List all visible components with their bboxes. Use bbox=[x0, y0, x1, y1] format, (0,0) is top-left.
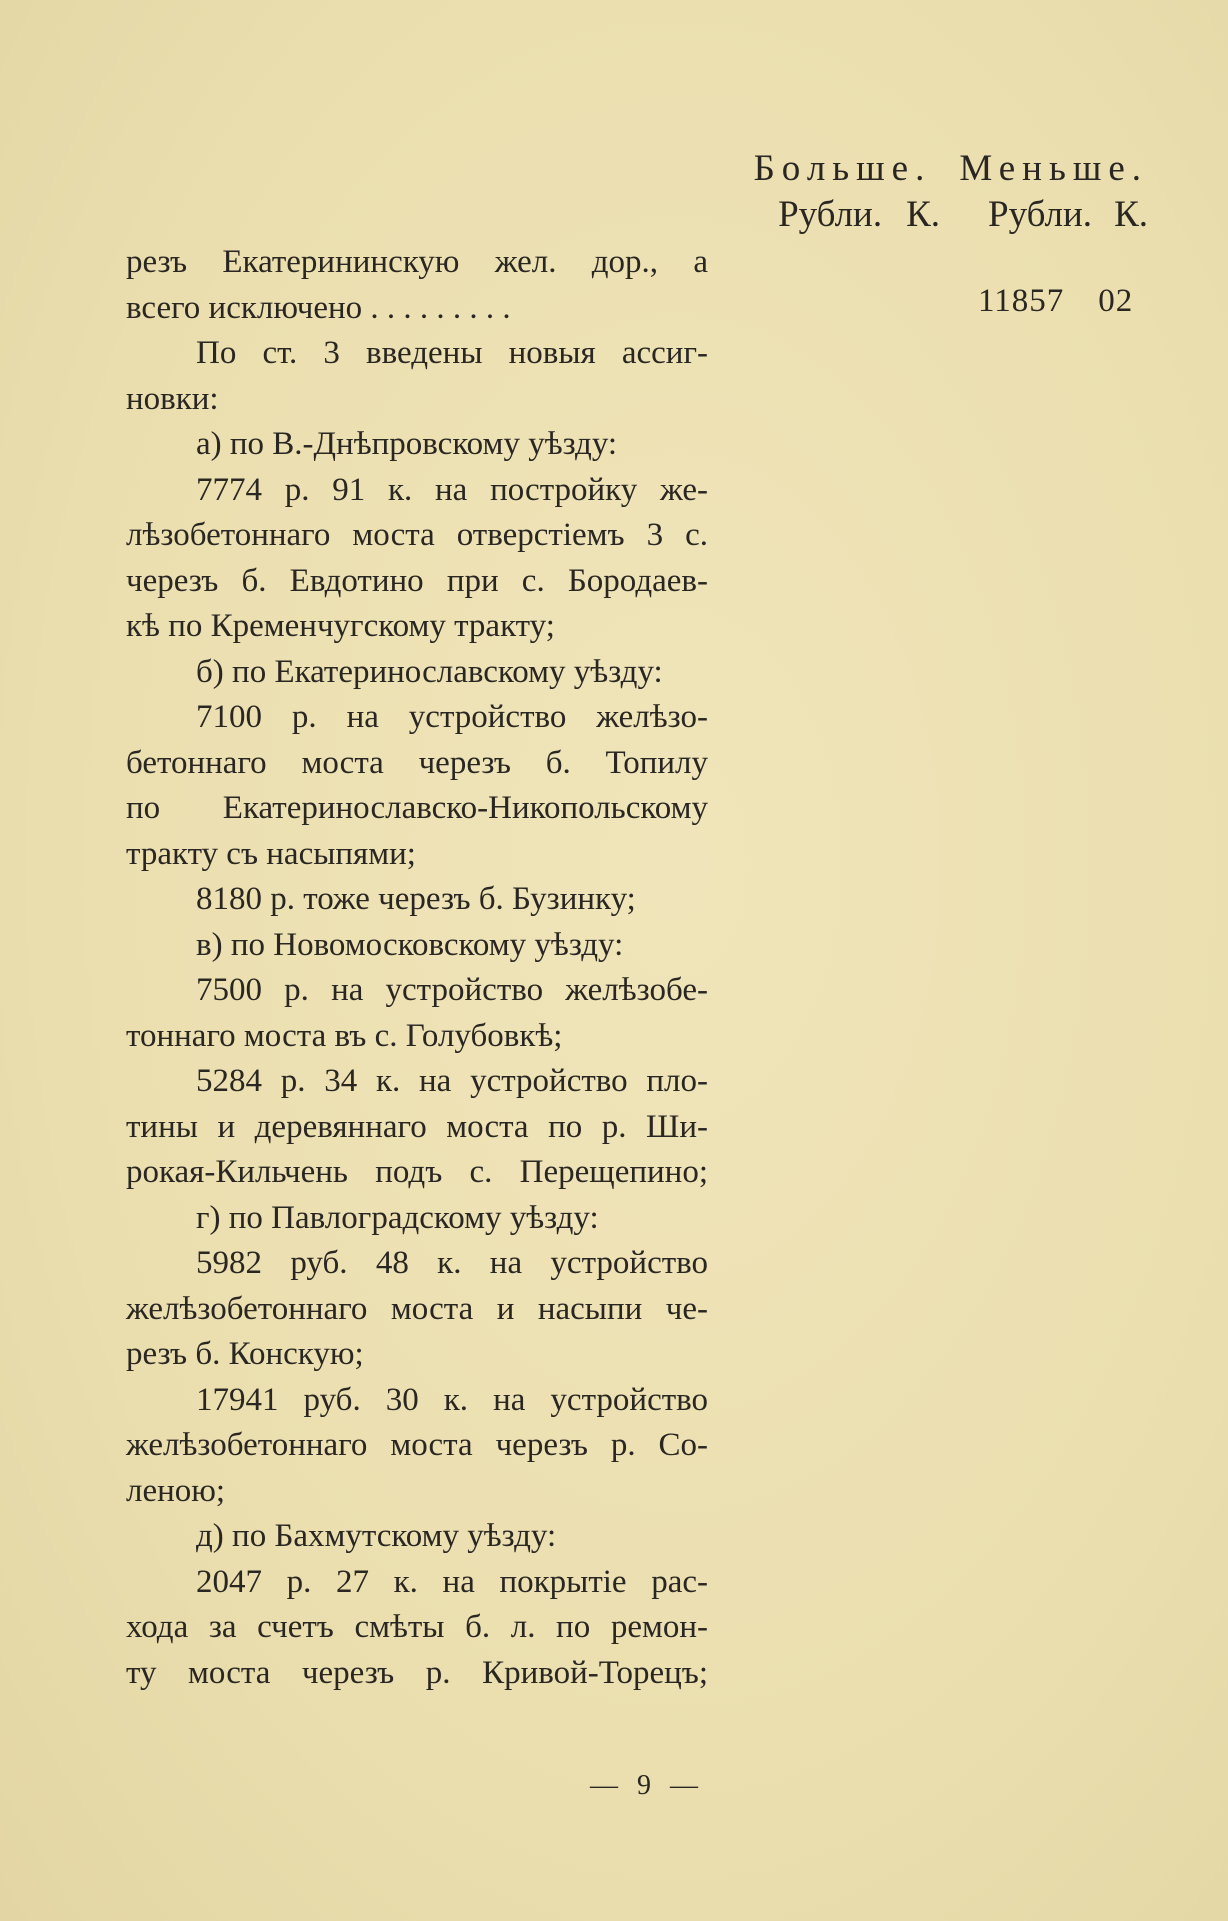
text-line: резъ Екатерининскую жел. дор., а bbox=[126, 244, 708, 280]
text-line: б) по Екатеринославскому уѣзду: bbox=[196, 653, 663, 690]
text-line: 7100 р. на устройство желѣзо- bbox=[196, 699, 708, 735]
text-line: рокая-Кильчень подъ с. Перещепино; bbox=[126, 1154, 708, 1190]
text-line: желѣзобетоннаго моста черезъ р. Со- bbox=[126, 1427, 708, 1463]
text-line: новки: bbox=[126, 380, 219, 417]
more-column-header: Больше. bbox=[753, 148, 932, 189]
text-line: резъ б. Конскую; bbox=[126, 1336, 364, 1372]
rubles-subheader-less: Рубли. bbox=[988, 194, 1093, 235]
kopecks-subheader-more: К. bbox=[906, 194, 941, 235]
text-line: в) по Новомосковскому уѣзду: bbox=[196, 926, 624, 963]
text-line: 17941 руб. 30 к. на устройство bbox=[196, 1381, 708, 1418]
text-line: тины и деревяннаго моста по р. Ши- bbox=[126, 1108, 708, 1145]
text-line: д) по Бахмутскому уѣзду: bbox=[196, 1518, 557, 1554]
text-line: по Екатеринославско-Никопольскому bbox=[126, 790, 708, 826]
excluded-rubles: 11857 bbox=[978, 283, 1065, 319]
text-line: хода за счетъ смѣты б. л. по ремон- bbox=[126, 1609, 708, 1645]
text-line: леною; bbox=[126, 1472, 226, 1509]
text-line: 5284 р. 34 к. на устройство пло- bbox=[196, 1063, 708, 1099]
body-text bbox=[126, 240, 708, 1696]
text-line: бетоннаго моста черезъ б. Топилу bbox=[126, 744, 708, 781]
excluded-kopecks: 02 bbox=[1098, 283, 1134, 319]
text-line: кѣ по Кременчугскому тракту; bbox=[126, 608, 555, 644]
text-line: ту моста черезъ р. Кривой-Торецъ; bbox=[126, 1654, 708, 1691]
text-line: 7774 р. 91 к. на постройку же- bbox=[196, 471, 708, 508]
text-line: желѣзобетоннаго моста и насыпи че- bbox=[126, 1290, 708, 1327]
column-headers bbox=[700, 146, 1148, 238]
text-line: а) по В.-Днѣпровскому уѣзду: bbox=[196, 426, 618, 462]
text-line: По ст. 3 введены новыя ассиг- bbox=[196, 335, 708, 371]
text-line: всего исключено . . . . . . . . . bbox=[126, 289, 511, 326]
excluded-amount bbox=[978, 283, 1133, 320]
text-line: 8180 р. тоже черезъ б. Бузинку; bbox=[196, 881, 636, 917]
text-line: черезъ б. Евдотино при с. Бородаев- bbox=[126, 562, 708, 599]
text-line: 2047 р. 27 к. на покрытіе рас- bbox=[196, 1563, 708, 1600]
text-line: 5982 руб. 48 к. на устройство bbox=[196, 1245, 708, 1281]
text-line: тракту съ насыпями; bbox=[126, 835, 416, 872]
text-line: лѣзобетоннаго моста отверстіемъ 3 с. bbox=[126, 517, 708, 553]
page-number: — 9 — bbox=[590, 1770, 704, 1801]
text-line: 7500 р. на устройство желѣзобе- bbox=[196, 972, 708, 1008]
kopecks-subheader-less: К. bbox=[1114, 194, 1148, 235]
less-column-header: Меньше. bbox=[959, 148, 1148, 189]
text-line: тоннаго моста въ с. Голубовкѣ; bbox=[126, 1017, 563, 1054]
rubles-subheader-more: Рубли. bbox=[778, 194, 883, 235]
text-line: г) по Павлоградскому уѣзду: bbox=[196, 1199, 599, 1236]
